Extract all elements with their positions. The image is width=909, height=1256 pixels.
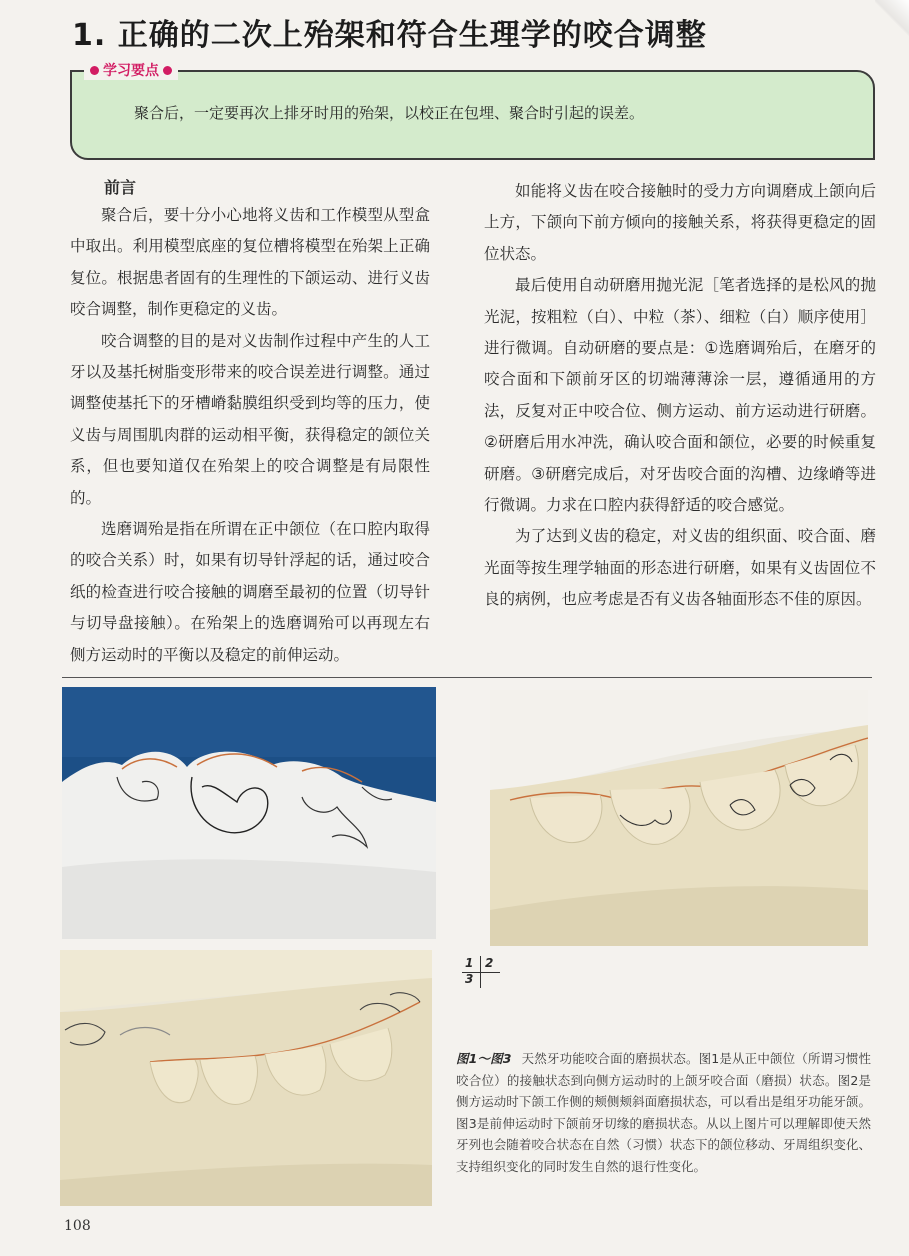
paragraph: 为了达到义齿的稳定，对义齿的组织面、咬合面、磨光面等按生理学轴面的形态进行研磨，如果有义齿固位不良的病例，也应考虑是否有义齿各轴面形态不佳的原因。 xyxy=(484,527,876,609)
figure-index-2: 2 xyxy=(485,956,494,970)
figure-3-photo xyxy=(60,950,432,1206)
section-heading: 前言 xyxy=(104,178,137,197)
section-divider xyxy=(62,677,872,678)
figure-caption xyxy=(456,1048,871,1177)
key-points-text: 聚合后，一定要再次上排牙时用的殆架，以校正在包埋、聚合时引起的误差。 xyxy=(134,104,645,122)
paragraph: 选磨调殆是指在所谓在正中颌位（在口腔内取得的咬合关系）时，如果有切导针浮起的话，通过咬合纸的检查进行咬合接触的调磨至最初的位置（切导针与切导盘接触）。在殆架上的选磨调殆可以再现左右侧方运动时的平衡以及稳定的前伸运动。 xyxy=(70,520,430,664)
caption-text: 天然牙功能咬合面的磨损状态。图1是从正中颌位（所谓习惯性咬合位）的接触状态到向侧方运动时的上颌牙咬合面（磨损）状态。图2是侧方运动时下颌工作侧的颊侧颊斜面磨损状态，可以看出是组牙功能牙颌。图3是前伸运动时下颌前牙切缘的磨损状态。从以上图片可以理解即使天然牙列也会随着咬合状态在自然（习惯）状态下的颌位移动、牙周组织变化、支持组织变化的同时发生自然的退行性变化。 xyxy=(456,1051,871,1174)
figure-index xyxy=(460,956,504,990)
figure-2-photo xyxy=(490,690,868,946)
page-curl xyxy=(875,0,909,40)
paragraph: 聚合后，要十分小心地将义齿和工作模型从型盒中取出。利用模型底座的复位槽将模型在殆架上正确复位。根据患者固有的生理性的下颌运动、进行义齿咬合调整，制作更稳定的义齿。 xyxy=(70,206,430,319)
figure-index-1: 1 xyxy=(465,956,474,970)
page-number: 108 xyxy=(64,1218,91,1234)
paragraph: 咬合调整的目的是对义齿制作过程中产生的人工牙以及基托树脂变形带来的咬合误差进行调整。通过调整使基托下的牙槽嵴黏膜组织受到均等的压力，使义齿与周围肌肉群的运动相平衡，获得稳定的颌位关系，但也要知道仅在殆架上的咬合调整是有局限性的。 xyxy=(70,331,430,507)
key-points-label-text: 学习要点 xyxy=(103,63,159,79)
page-title: 1. 正确的二次上殆架和符合生理学的咬合调整 xyxy=(72,18,707,53)
paragraph: 如能将义齿在咬合接触时的受力方向调磨成上颌向后上方，下颌向下前方倾向的接触关系，将获得更稳定的固位状态。 xyxy=(484,182,876,263)
left-column xyxy=(70,176,430,671)
right-column xyxy=(484,176,876,616)
bullet-dot-icon xyxy=(163,66,172,75)
figure-index-hline xyxy=(462,972,500,973)
figure-index-3: 3 xyxy=(465,972,474,986)
bullet-dot-icon xyxy=(90,66,99,75)
caption-label: 图1～图3 xyxy=(456,1051,512,1066)
paragraph: 最后使用自动研磨用抛光泥［笔者选择的是松风的抛光泥，按粗粒（白）、中粒（茶）、细粒（白）顺序使用］进行微调。自动研磨的要点是：①选磨调殆后，在磨牙的咬合面和下颌前牙区的切端薄薄涂一层，遵循通用的方法，反复对正中咬合位、侧方运动、前方运动进行研磨。②研磨后用水冲洗，确认咬合面和颌位，必要的时候重复研磨。③研磨完成后，对牙齿咬合面的沟槽、边缘嵴等进行微调。力求在口腔内获得舒适的咬合感觉。 xyxy=(484,276,876,515)
key-points-label xyxy=(84,60,178,80)
figure-1-photo xyxy=(62,687,436,939)
figure-index-vline xyxy=(480,956,481,988)
